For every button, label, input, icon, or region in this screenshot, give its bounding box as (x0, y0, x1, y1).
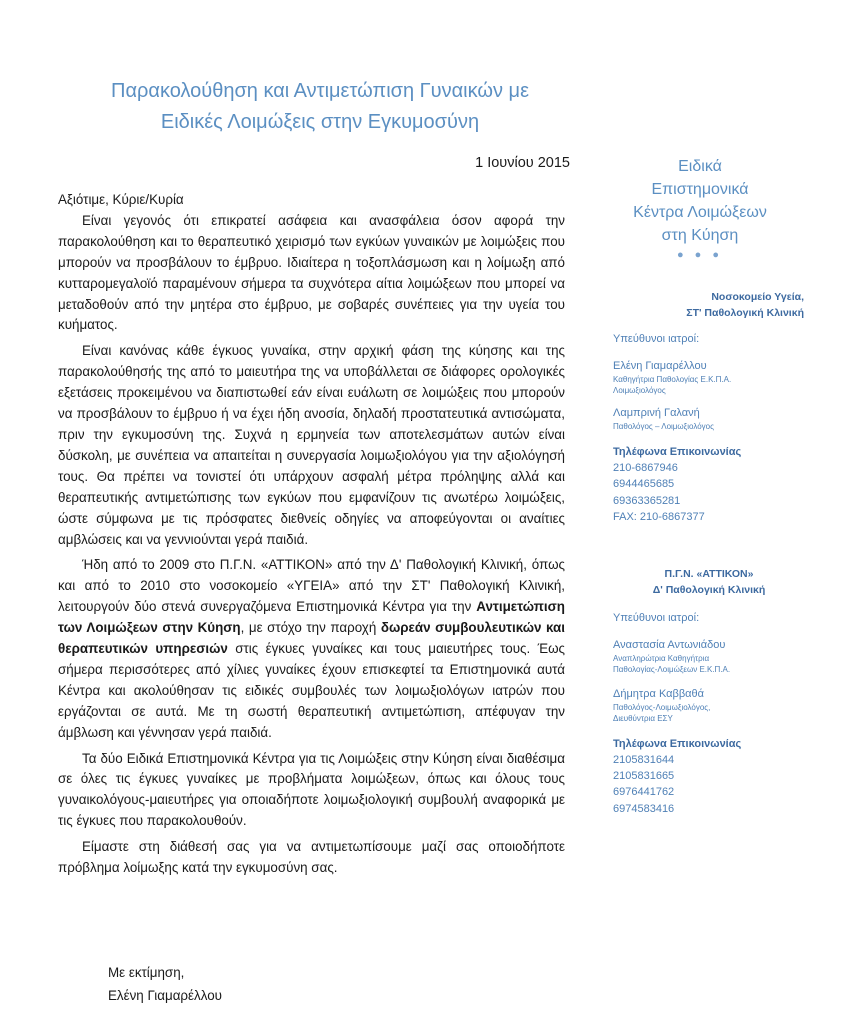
sidebar (580, 145, 820, 817)
doctor-title: Παθολογίας-Λοιμώξεων Ε.Κ.Π.Α. (613, 664, 731, 674)
phone-number: 69363365281 (613, 494, 681, 507)
paragraph-3-part-e: στις έγκυες γυναίκες και τους μαιευτήρες τους. Έως σήμερα περισσότερες από χίλιες γυναίκες έχουν επισκεφτεί τα Επιστημονικά αυτά Κέντρα και ακολούθησαν τις ειδικές συμβουλές των λοιμωξιολόγων ιατρών που εργάζονται σε αυτά. Με τη σωστή θεραπευτική αντιμετώπιση, απέφυγαν την άμβλωση και γέννησαν γερά παιδιά. (58, 641, 565, 740)
document-title (40, 76, 600, 138)
hospital-2-doctors-label: Υπεύθυνοι ιατροί: (613, 611, 700, 624)
doctor-name: Λαμπρινή Γαλανή (613, 407, 700, 419)
sidebar-heading (580, 155, 820, 247)
paragraph-3 (58, 555, 565, 743)
sidebar-heading-line: Κέντρα Λοιμώξεων (633, 204, 767, 221)
decorative-dots: ● ● ● (676, 249, 724, 261)
paragraph-3-bold-2: δωρεάν συμβουλευτικών και θεραπευτικών υπηρεσιών (58, 620, 565, 657)
doctor-name: Αναστασία Αντωνιάδου (613, 638, 726, 651)
paragraph-3-bold-1: Αντιμετώπιση των Λοιμώξεων στην Κύηση (58, 599, 565, 636)
hospital-2-phones-label: Τηλέφωνα Επικοινωνίας (613, 737, 742, 750)
doctor-name: Δήμητρα Καββαθά (613, 687, 704, 700)
hospital-1-doctors-label: Υπεύθυνοι ιατροί: (613, 333, 700, 345)
phone-number: 6944465685 (613, 478, 675, 491)
doctor-title: Διευθύντρια ΕΣΥ (613, 713, 673, 723)
paragraph-3-part-a: Ήδη από το 2009 στο Π.Γ.Ν. «ΑΤΤΙΚΟΝ» από την Δ' Παθολογική Κλινική, όπως και από το 2010 στο νοσοκομείο «ΥΓΕΙΑ» από την ΣΤ' Παθολογική Κλινική, λειτουργούν δύο στενά συνεργαζόμενα Επιστημονικά Κέντρα για την (58, 557, 565, 615)
phone-number: 2105831665 (613, 770, 675, 783)
doctor-title: Αναπληρώτρια Καθηγήτρια (613, 653, 710, 663)
paragraph-5: Είμαστε στη διάθεσή σας για να αντιμετωπίσουμε μαζί σας οποιοδήποτε πρόβλημα λοίμωξης κατά την εγκυμοσύνη σας. (58, 839, 565, 876)
doctor-title: Λοιμωξιολόγος (613, 386, 666, 395)
letter-date: 1 Ιουνίου 2015 (475, 155, 570, 171)
paragraph-4: Τα δύο Ειδικά Επιστημονικά Κέντρα για τις Λοιμώξεις στην Κύηση είναι διαθέσιμα σε όλες τις έγκυες γυναίκες με προβλήματα λοιμώξεων, όπως και όλους τους γυναικολόγους-μαιευτήρες για οποιαδήποτε λοιμωξιολογική συμβουλή αναφορικά με τις έγκυες που παρακολουθούν. (58, 750, 565, 829)
signature: Ελένη Γιαμαρέλλου (108, 988, 222, 1003)
phone-number: 6974583416 (613, 802, 675, 815)
phone-number: 210-6867946 (613, 462, 678, 474)
hospital-2-name (580, 566, 820, 598)
sidebar-heading-line: Ειδικά (678, 158, 722, 175)
sidebar-heading-line: Επιστημονικά (651, 181, 749, 198)
hospital-1-phones-label: Τηλέφωνα Επικοινωνίας (613, 446, 742, 458)
phone-number: 6976441762 (613, 786, 675, 799)
paragraph-3-part-c: , με στόχο την παροχή (240, 620, 377, 636)
doctor-title: Καθηγήτρια Παθολογίας Ε.Κ.Π.Α. (613, 375, 732, 384)
paragraph-1: Είναι γεγονός ότι επικρατεί ασάφεια και ανασφάλεια όσον αφορά την παρακολούθηση και το θεραπευτικό χειρισμό των εγκύων γυναικών με λοιμώξεις που μπορούν να προσβάλουν το έμβρυο. Ιδιαίτερα η τοξοπλάσμωση και η λοίμωξη από κυτταρομεγαλοϊό παραμένουν σήμερα τα συχνότερα αίτια λοιμώξεων που μπορεί να μεταδοθούν από την μητέρα στο έμβρυο, με σοβαρές συνέπειες για την υγεία του κυήματος. (58, 212, 565, 333)
doctor-title: Παθολόγος – Λοιμωξιολόγος (613, 422, 714, 431)
letter-body (58, 190, 565, 879)
title-line-1: Παρακολούθηση και Αντιμετώπιση Γυναικών με (111, 80, 529, 102)
hospital-1-name-line: Νοσοκομείο Υγεία, (711, 291, 804, 303)
hospital-1-name-line: ΣΤ' Παθολογική Κλινική (686, 307, 804, 319)
hospital-2-name-line: Π.Γ.Ν. «ΑΤΤΙΚΟΝ» (664, 567, 754, 580)
hospital-1-name (580, 289, 820, 321)
closing: Με εκτίμηση, (108, 965, 185, 980)
sidebar-heading-line: στη Κύηση (661, 227, 739, 244)
salutation: Αξιότιμε, Κύριε/Κυρία (58, 192, 184, 207)
title-line-2: Ειδικές Λοιμώξεις στην Εγκυμοσύνη (160, 111, 480, 133)
doctor-name: Ελένη Γιαμαρέλλου (613, 360, 707, 372)
hospital-2-name-line: Δ' Παθολογική Κλινική (652, 583, 766, 596)
doctor-title: Παθολόγος-Λοιμωξιολόγος, (613, 702, 711, 712)
fax-number: FAX: 210-6867377 (613, 511, 705, 524)
phone-number: 2105831644 (613, 753, 675, 766)
paragraph-2: Είναι κανόνας κάθε έγκυος γυναίκα, στην αρχική φάση της κύησης και της παρακολούθησής της από το μαιευτήρα της να υποβάλλεται σε διάφορες ορολογικές εξετάσεις προκειμένου να διαπιστωθεί εάν είναι ευάλωτη σε λοιμώξεις που μπορούν να προσβάλουν το έμβρυο ή να έχει ήδη ανοσία, δηλαδή προστατευτικά αντισώματα, πριν την εγκυμοσύνη της. Συχνά η ερμηνεία των αποτελεσμάτων αυτών είναι δύσκολη, με συνέπεια να απαιτείται η συνεργασία λοιμωξιολόγου για την αξιολόγησή τους. Θα πρέπει να τονιστεί ότι υπάρχουν ασφαλή μέτρα πρόληψης αλλά και θεραπευτικής αντιμετώπισης των εγκύων που εμφανίζουν τις ανωτέρω λοιμώξεις, ώστε σύμφωνα με τις πρόσφατες διεθνείς οδηγίες να αποφεύγονται οι αναίτιες αμβλώσεις και να γεννιούνται γερά παιδιά. (58, 343, 565, 547)
